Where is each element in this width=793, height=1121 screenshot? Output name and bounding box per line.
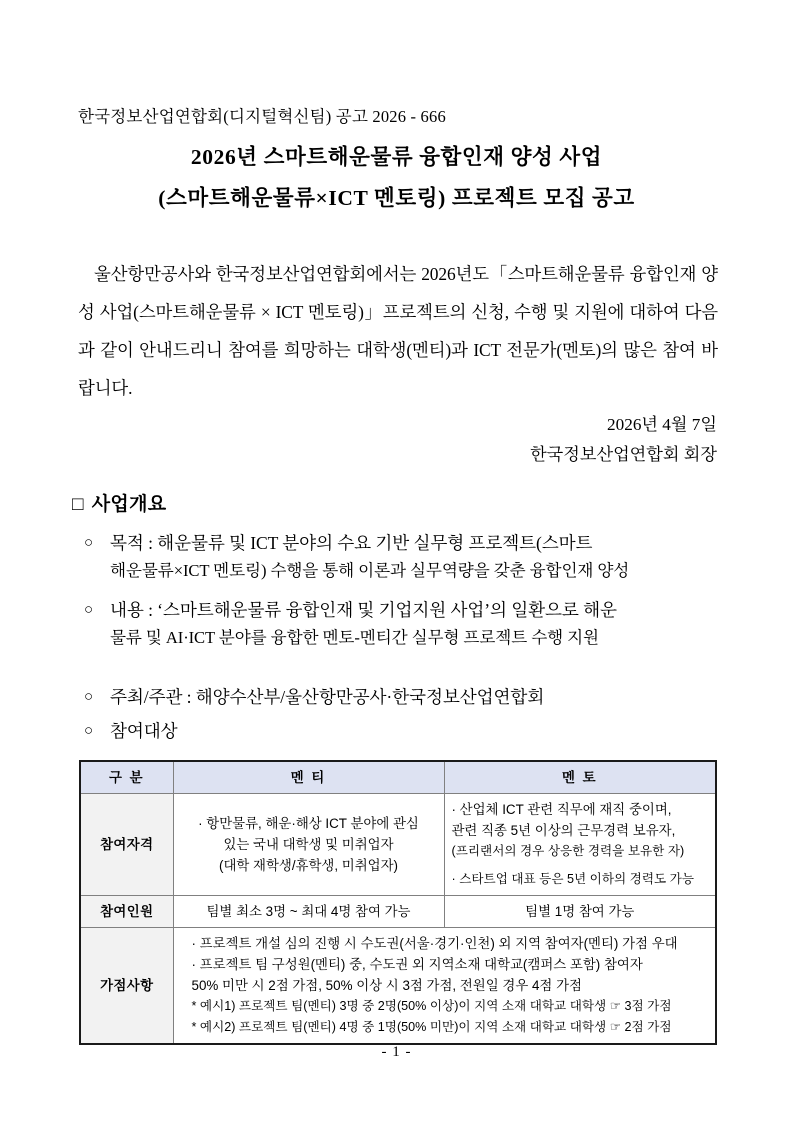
bullet-content-line-1: 내용 : ‘스마트해운물류 융합인재 및 기업지원 사업’의 일환으로 해운 <box>110 600 617 620</box>
cell-line: 팀별 1명 참여 가능 <box>525 904 635 919</box>
bullet-item-target <box>84 718 720 745</box>
circle-bullet-icon: ○ <box>84 723 93 739</box>
cell-line: * 예시1) 프로젝트 팀(멘티) 3명 중 2명(50% 이상)이 지역 소재 대학교 대학생 ☞ 3점 가점 <box>191 999 672 1013</box>
cell-line: 있는 국내 대학생 및 미취업자 <box>223 837 394 852</box>
bullet-host-line-1: 주최/주관 : 해양수산부/울산항만공사·한국정보산업연합회 <box>110 687 545 707</box>
bullet-target-text <box>110 718 720 745</box>
cell-line: · 산업체 ICT 관련 직무에 재직 중이며, <box>451 802 672 817</box>
cell-line: 관련 직종 5년 이상의 근무경력 보유자, <box>451 823 676 838</box>
cell-line: * 예시2) 프로젝트 팀(멘티) 4명 중 1명(50% 미만)이 지역 소재 대학교 대학생 ☞ 2점 가점 <box>191 1020 672 1034</box>
cell-line: · 항만물류, 해운·해상 ICT 분야에 관심 <box>198 816 419 831</box>
row-label-bonus: 가점사항 <box>80 928 173 1045</box>
cell-line: (대학 재학생/휴학생, 미취업자) <box>218 858 399 873</box>
bullet-purpose-line-1: 목적 : 해운물류 및 ICT 분야의 수요 기반 실무형 프로젝트(스마트 <box>110 533 593 553</box>
table-row <box>80 896 716 928</box>
bullet-purpose-text <box>110 530 720 584</box>
circle-bullet-icon: ○ <box>84 689 93 705</box>
bullet-content-text <box>110 597 720 651</box>
document-title-line-2: (스마트해운물류×ICT 멘토링) 프로젝트 모집 공고 <box>158 186 635 210</box>
table-row <box>80 794 716 896</box>
cell-line: 50% 미만 시 2점 가점, 50% 이상 시 3점 가점, 전원일 경우 4점 가점 <box>191 978 582 993</box>
bullet-item-host <box>84 684 720 711</box>
table-header-mentee: 멘 티 <box>173 761 444 794</box>
participation-table <box>79 760 717 1045</box>
table-header-mentor: 멘 토 <box>444 761 716 794</box>
circle-bullet-icon: ○ <box>84 535 93 551</box>
square-bullet-icon: □ <box>72 494 84 515</box>
cell-line: (프리랜서의 경우 상응한 경력을 보유한 자) <box>451 844 685 858</box>
cell-line: · 프로젝트 개설 심의 진행 시 수도권(서울·경기·인천) 외 지역 참여자(멘티) 가점 우대 <box>191 936 678 951</box>
cell-line: · 스타트업 대표 등은 5년 이하의 경력도 가능 <box>451 872 695 886</box>
cell-headcount-mentee <box>173 896 444 928</box>
bullet-item-purpose <box>84 530 720 584</box>
cell-line: · 프로젝트 팀 구성원(멘티) 중, 수도권 외 지역소재 대학교(캠퍼스 포함) 참여자 <box>191 957 643 972</box>
table-row <box>80 928 716 1045</box>
bullet-host-text <box>110 684 720 711</box>
bullet-item-content <box>84 597 720 651</box>
section-heading-label: 사업개요 <box>91 494 167 515</box>
section-heading-overview <box>72 489 166 516</box>
bullet-content-line-2: 물류 및 AI·ICT 분야를 융합한 멘토-멘티간 실무형 프로젝트 수행 지원 <box>110 628 599 647</box>
participation-table-wrap <box>79 760 715 1045</box>
table-header-division: 구 분 <box>80 761 173 794</box>
issuing-authority: 한국정보산업연합회 회장 <box>530 445 717 464</box>
cell-qualification-mentor <box>444 794 716 896</box>
document-title-line-1: 2026년 스마트해운물류 융합인재 양성 사업 <box>190 145 603 169</box>
cell-headcount-mentor <box>444 896 716 928</box>
cell-qualification-mentee <box>173 794 444 896</box>
row-label-qualification: 참여자격 <box>80 794 173 896</box>
intro-paragraph: 울산항만공사와 한국정보산업연합회에서는 2026년도「스마트해운물류 융합인재 양성 사업(스마트해운물류 × ICT 멘토링)」프로젝트의 신청, 수행 및 지원에 대하여 다음과 같이 안내드리니 참여를 희망하는 대학생(멘티)과 ICT 전문가(멘토)의 많은 참여 바랍니다. <box>78 264 718 398</box>
signature-block <box>530 410 717 470</box>
bullet-target-line-1: 참여대상 <box>110 721 178 741</box>
document-number-line: 한국정보산업연합회(디지털혁신팀) 공고 2026 - 666 <box>78 107 446 126</box>
row-label-headcount: 참여인원 <box>80 896 173 928</box>
cell-bonus-details <box>173 928 716 1045</box>
bullet-purpose-line-2: 해운물류×ICT 멘토링) 수행을 통해 이론과 실무역량을 갖춘 융합인재 양성 <box>110 561 630 580</box>
issue-date: 2026년 4월 7일 <box>607 415 717 434</box>
page-number: - 1 - <box>381 1044 412 1060</box>
table-header-row <box>80 761 716 794</box>
circle-bullet-icon: ○ <box>84 602 93 618</box>
cell-line: 팀별 최소 3명 ~ 최대 4명 참여 가능 <box>206 904 411 919</box>
